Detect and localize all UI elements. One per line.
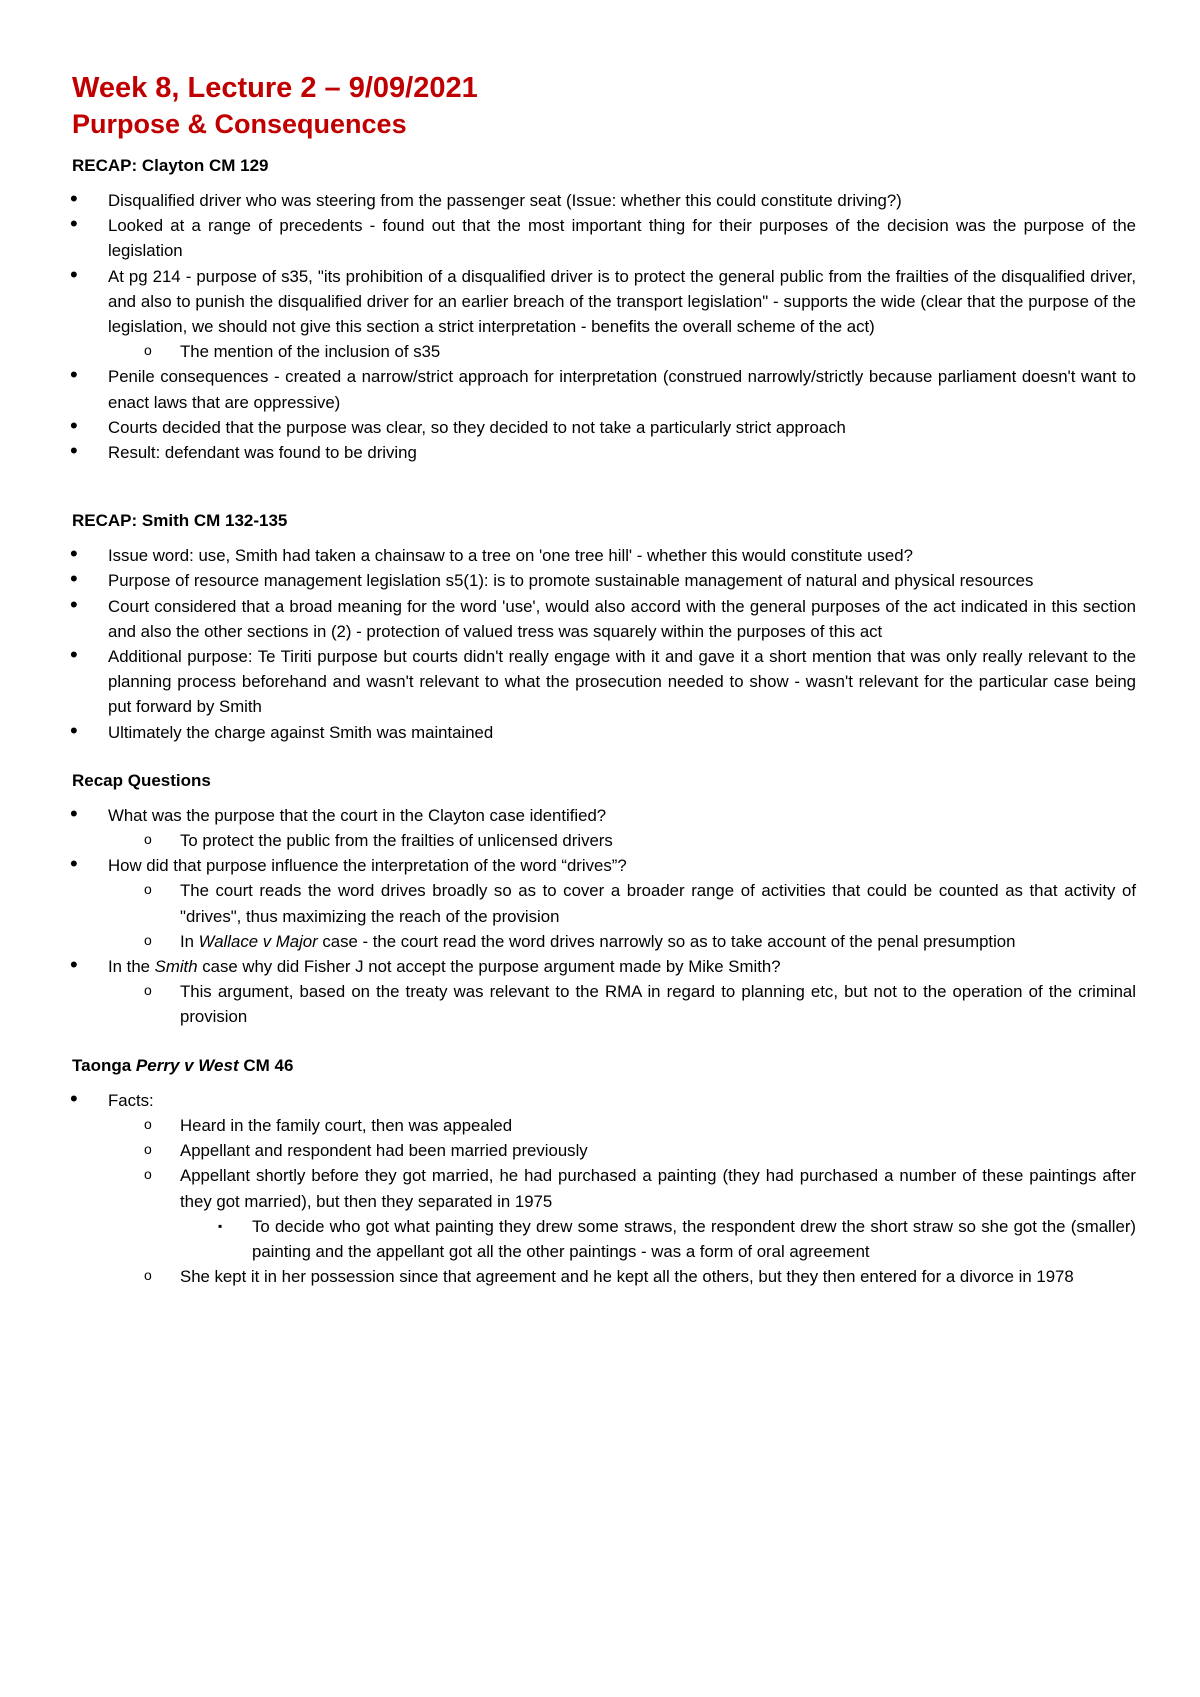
- list-item: • Disqualified driver who was steering from the passenger seat (Issue: whether this could constitute driving?): [72, 188, 1136, 213]
- list-item: • Purpose of resource management legislation s5(1): is to promote sustainable management of natural and physical resources: [72, 568, 1136, 593]
- list-item: • Issue word: use, Smith had taken a chainsaw to a tree on 'one tree hill' - whether this would constitute used?: [72, 543, 1136, 568]
- text-run: CM 46: [238, 1055, 294, 1075]
- list-item: • Facts:: [72, 1088, 1136, 1113]
- text-run: In: [180, 931, 199, 951]
- list-item: • At pg 214 - purpose of s35, "its prohibition of a disqualified driver is to protect the general public from the frailties of the disqualified driver, and also to punish the disqualified driver for an earlier breach of the transport legislation" - supports the wide (clear that the purpose of the legislation, we should not give this section a strict interpretation - benefits the overall scheme of the act): [72, 264, 1136, 340]
- section-heading-smith: RECAP: Smith CM 132-135: [72, 511, 288, 531]
- list-item: [72, 954, 1136, 979]
- sub-list-item: o Appellant shortly before they got married, he had purchased a painting (they had purchased a number of these paintings after they got married), but then they separated in 1975: [72, 1163, 1136, 1213]
- sub-list-item: o The mention of the inclusion of s35: [72, 339, 1136, 364]
- section-heading-clayton: RECAP: Clayton CM 129: [72, 156, 269, 175]
- list-item: • Result: defendant was found to be driving: [72, 440, 1136, 465]
- page-subtitle: Purpose & Consequences: [72, 109, 407, 139]
- text-run: case why did Fisher J not accept the purpose argument made by Mike Smith?: [197, 957, 781, 977]
- list-item: • Looked at a range of precedents - found out that the most important thing for their purposes of the decision was the purpose of the legislation: [72, 213, 1136, 263]
- text-run: case - the court read the word drives narrowly so as to take account of the penal presumption: [317, 931, 1016, 951]
- text-run: In the: [108, 957, 155, 977]
- list-item: • Court considered that a broad meaning for the word 'use', would also accord with the general purposes of the act indicated in this section and also the other sections in (2) - protection of valued tress was squarely within the purposes of this act: [72, 594, 1136, 644]
- sub-list-item: o She kept it in her possession since that agreement and he kept all the others, but they then entered for a divorce in 1978: [72, 1264, 1136, 1289]
- page-title: Week 8, Lecture 2 – 9/09/2021: [72, 72, 478, 104]
- case-name: Smith: [154, 957, 198, 977]
- smith-list: [72, 543, 1136, 745]
- sub-list-item: [72, 929, 1136, 954]
- recap-questions-list: [72, 803, 1136, 1030]
- list-item: • Penile consequences - created a narrow/strict approach for interpretation (construed narrowly/strictly because parliament doesn't want to enact laws that are oppressive): [72, 364, 1136, 414]
- document-page: [72, 70, 1136, 1289]
- case-name: Perry v West: [135, 1055, 239, 1075]
- list-item: • Ultimately the charge against Smith was maintained: [72, 720, 1136, 745]
- case-name: Wallace v Major: [198, 931, 318, 951]
- list-item: • What was the purpose that the court in the Clayton case identified?: [72, 803, 1136, 828]
- section-heading-recap-questions: Recap Questions: [72, 770, 211, 790]
- sub-list-item: o The court reads the word drives broadly so as to cover a broader range of activities that could be counted as that activity of "drives", thus maximizing the reach of the provision: [72, 878, 1136, 928]
- sub-list-item: o To protect the public from the frailties of unlicensed drivers: [72, 828, 1136, 853]
- list-item: • Additional purpose: Te Tiriti purpose but courts didn't really engage with it and gave it a short mention that was only really relevant to the planning process beforehand and wasn't relevant to what the prosecution needed to show - wasn't relevant for the particular case being put forward by Smith: [72, 644, 1136, 720]
- sub-list-item: o Heard in the family court, then was appealed: [72, 1113, 1136, 1138]
- section-heading-perry-v-west: [72, 1054, 1136, 1078]
- sub-list-item: o This argument, based on the treaty was relevant to the RMA in regard to planning etc, but not to the operation of the criminal provision: [72, 979, 1136, 1029]
- sub-sub-list-item: ▪ To decide who got what painting they drew some straws, the respondent drew the short straw so she got the (smaller) painting and the appellant got all the other paintings - was a form of oral agreement: [72, 1214, 1136, 1264]
- list-item: • How did that purpose influence the interpretation of the word “drives”?: [72, 853, 1136, 878]
- clayton-list: [72, 188, 1136, 465]
- sub-list-item: o Appellant and respondent had been married previously: [72, 1138, 1136, 1163]
- perry-v-west-list: [72, 1088, 1136, 1290]
- list-item: • Courts decided that the purpose was clear, so they decided to not take a particularly strict approach: [72, 415, 1136, 440]
- text-run: Taonga: [72, 1055, 136, 1075]
